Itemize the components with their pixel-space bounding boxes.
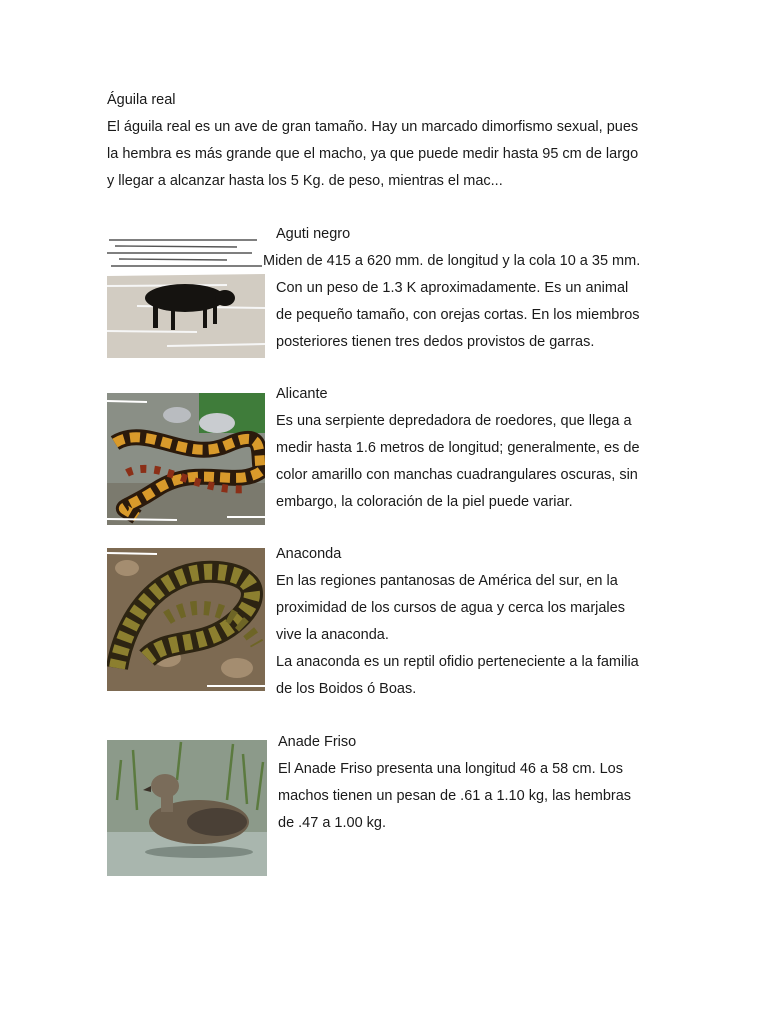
entry-title-aguti-negro: Aguti negro	[276, 226, 351, 242]
entry-line: Es una serpiente depredadora de roedores, que llega a	[276, 413, 632, 429]
entry-line: de pequeño tamaño, con orejas cortas. En los miembros	[276, 307, 640, 323]
entry-line: posteriores tienen tres dedos provistos de garras.	[276, 334, 595, 350]
entry-line: de los Boidos ó Boas.	[276, 681, 417, 697]
intro-line: la hembra es más grande que el macho, ya que puede medir hasta 95 cm de largo	[107, 146, 639, 162]
intro-line: y llegar a alcanzar hasta los 5 Kg. de peso, mientras el mac...	[107, 173, 503, 189]
intro-line: El águila real es un ave de gran tamaño. Hay un marcado dimorfismo sexual, pues	[107, 119, 639, 135]
anaconda-photo	[107, 548, 265, 691]
agouti-photo	[107, 236, 265, 358]
entry-line: La anaconda es un reptil ofidio perteneciente a la familia	[276, 654, 639, 670]
entry-title-alicante: Alicante	[276, 386, 328, 402]
section-title-aguila-real: Águila real	[107, 92, 176, 108]
entry-line: machos tienen un pesan de .61 a 1.10 kg, las hembras	[278, 788, 632, 804]
entry-line: medir hasta 1.6 metros de longitud; generalmente, es de	[276, 440, 640, 456]
entry-line: color amarillo con manchas cuadrangulares oscuras, sin	[276, 467, 638, 483]
entry-line: vive la anaconda.	[276, 627, 389, 643]
snake-photo	[107, 393, 265, 525]
entry-title-anaconda: Anaconda	[276, 546, 342, 562]
entry-line: embargo, la coloración de la piel puede variar.	[276, 494, 573, 510]
entry-line: proximidad de los cursos de agua y cerca los marjales	[276, 600, 625, 616]
entry-line: En las regiones pantanosas de América del sur, en la	[276, 573, 618, 589]
entry-line: Con un peso de 1.3 K aproximadamente. Es un animal	[276, 280, 629, 296]
duck-photo	[107, 740, 267, 876]
entry-line: El Anade Friso presenta una longitud 46 a 58 cm. Los	[278, 761, 623, 777]
entry-line: de .47 a 1.00 kg.	[278, 815, 387, 831]
entry-line: Miden de 415 a 620 mm. de longitud y la cola 10 a 35 mm.	[263, 253, 641, 269]
entry-title-anade-friso: Anade Friso	[278, 734, 357, 750]
